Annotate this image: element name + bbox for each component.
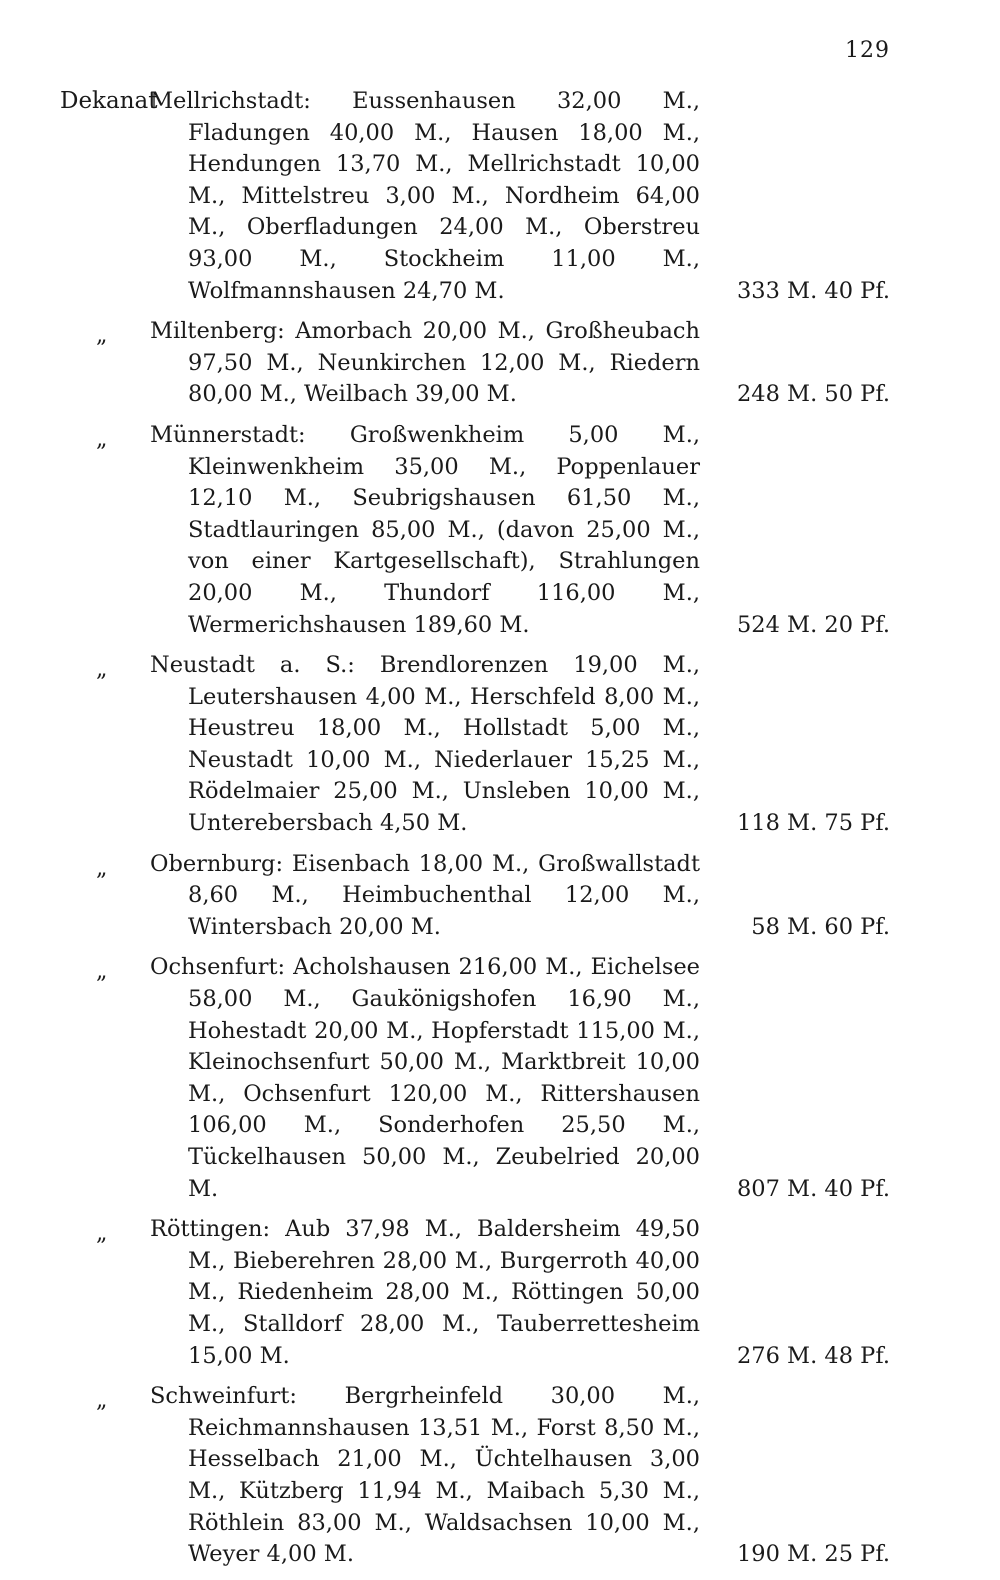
ditto-mark: „ xyxy=(96,657,108,683)
entry-text: Großwenkheim 5,00 M., Kleinwenkheim 35,00 M., Poppenlauer 12,10 M., Seubrigshausen 61,50 M., Stadtlauringen 85,00 M., (davon 25,00 M., von einer Kartgesellschaft), Strahlungen 20,00 M., Thundorf 116,00 M., Wermerichshausen 189,60 M. xyxy=(188,421,700,638)
entry-neustadt xyxy=(0,650,1000,840)
entry-text: Eussenhausen 32,00 M., Fladungen 40,00 M., Hausen 18,00 M., Hendungen 13,70 M., Mellrichstadt 10,00 M., Mittelstreu 3,00 M., Nordheim 64,00 M., Oberfladungen 24,00 M., Oberstreu 93,00 M., Stockheim 11,00 M., Wolfmannshausen 24,70 M. xyxy=(188,88,701,304)
entry-ochsenfurt xyxy=(0,952,1000,1205)
entry-amount: 118 M. 75 Pf. xyxy=(736,810,890,837)
entry-name: Münnerstadt: xyxy=(150,421,306,448)
entry-amount: 807 M. 40 Pf. xyxy=(736,1175,890,1202)
entry-name: Röttingen: xyxy=(150,1216,271,1243)
entry-name: Schweinfurt: xyxy=(150,1383,297,1410)
entry-name: Neustadt a. S.: xyxy=(150,652,355,679)
entry-text: Bergrheinfeld 30,00 M., Reichmannshausen 13,51 M., Forst 8,50 M., Hesselbach 21,00 M., Üchtelhausen 3,00 M., Kützberg 11,94 M., Maibach 5,30 M., Röthlein 83,00 M., Waldsachsen 10,00 M., Weyer 4,00 M. xyxy=(188,1383,700,1568)
ditto-mark: „ xyxy=(96,323,108,349)
entry-name: Miltenberg: xyxy=(150,318,285,345)
entry-amount: 58 M. 60 Pf. xyxy=(751,913,890,940)
entry-muennerstadt xyxy=(0,420,1000,641)
dekanat-label: Dekanat xyxy=(60,88,158,114)
entry-amount: 524 M. 20 Pf. xyxy=(736,611,890,638)
ditto-mark: „ xyxy=(96,426,108,452)
entry-list xyxy=(0,86,1000,1580)
entry-text: Eisenbach 18,00 M., Großwallstadt 8,60 M., Heimbuchenthal 12,00 M., Wintersbach 20,00 M. xyxy=(188,850,700,940)
entry-miltenberg xyxy=(0,316,1000,411)
entry-name: Obernburg: xyxy=(150,850,284,877)
entry-name: Mellrichstadt: xyxy=(150,88,311,114)
ditto-mark: „ xyxy=(96,1221,108,1247)
entry-amount: 276 M. 48 Pf. xyxy=(736,1342,890,1369)
page-number: 129 xyxy=(845,38,890,63)
entry-schweinfurt xyxy=(0,1381,1000,1571)
entry-amount: 333 M. 40 Pf. xyxy=(736,277,890,304)
entry-amount: 248 M. 50 Pf. xyxy=(736,381,890,408)
entry-mellrichstadt xyxy=(0,86,1000,307)
entry-name: Ochsenfurt: xyxy=(150,954,286,981)
entry-text: Aub 37,98 M., Baldersheim 49,50 M., Bieberehren 28,00 M., Burgerroth 40,00 M., Riedenheim 28,00 M., Röttingen 50,00 M., Stalldorf 28,00 M., Tauberrettesheim 15,00 M. xyxy=(188,1216,700,1369)
entry-text: Amorbach 20,00 M., Großheubach 97,50 M., Neunkirchen 12,00 M., Riedern 80,00 M., Weilbach 39,00 M. xyxy=(188,318,700,408)
entry-text: Acholshausen 216,00 M., Eichelsee 58,00 M., Gaukönigshofen 16,90 M., Hohestadt 20,00 M., Hopferstadt 115,00 M., Kleinochsenfurt 50,00 M., Marktbreit 10,00 M., Ochsenfurt 120,00 M., Rittershausen 106,00 M., Sonderhofen 25,50 M., Tückelhausen 50,00 M., Zeubelried 20,00 M. xyxy=(188,954,700,1202)
ditto-mark: „ xyxy=(96,1388,108,1414)
entry-amount: 190 M. 25 Pf. xyxy=(736,1541,890,1568)
ditto-mark: „ xyxy=(96,855,108,881)
ditto-mark: „ xyxy=(96,959,108,985)
entry-text: Brendlorenzen 19,00 M., Leutershausen 4,00 M., Herschfeld 8,00 M., Heustreu 18,00 M., Hollstadt 5,00 M., Neustadt 10,00 M., Niederlauer 15,25 M., Rödelmaier 25,00 M., Unsleben 10,00 M., Unterebersbach 4,50 M. xyxy=(188,652,700,837)
entry-obernburg xyxy=(0,849,1000,944)
entry-roettingen xyxy=(0,1214,1000,1372)
